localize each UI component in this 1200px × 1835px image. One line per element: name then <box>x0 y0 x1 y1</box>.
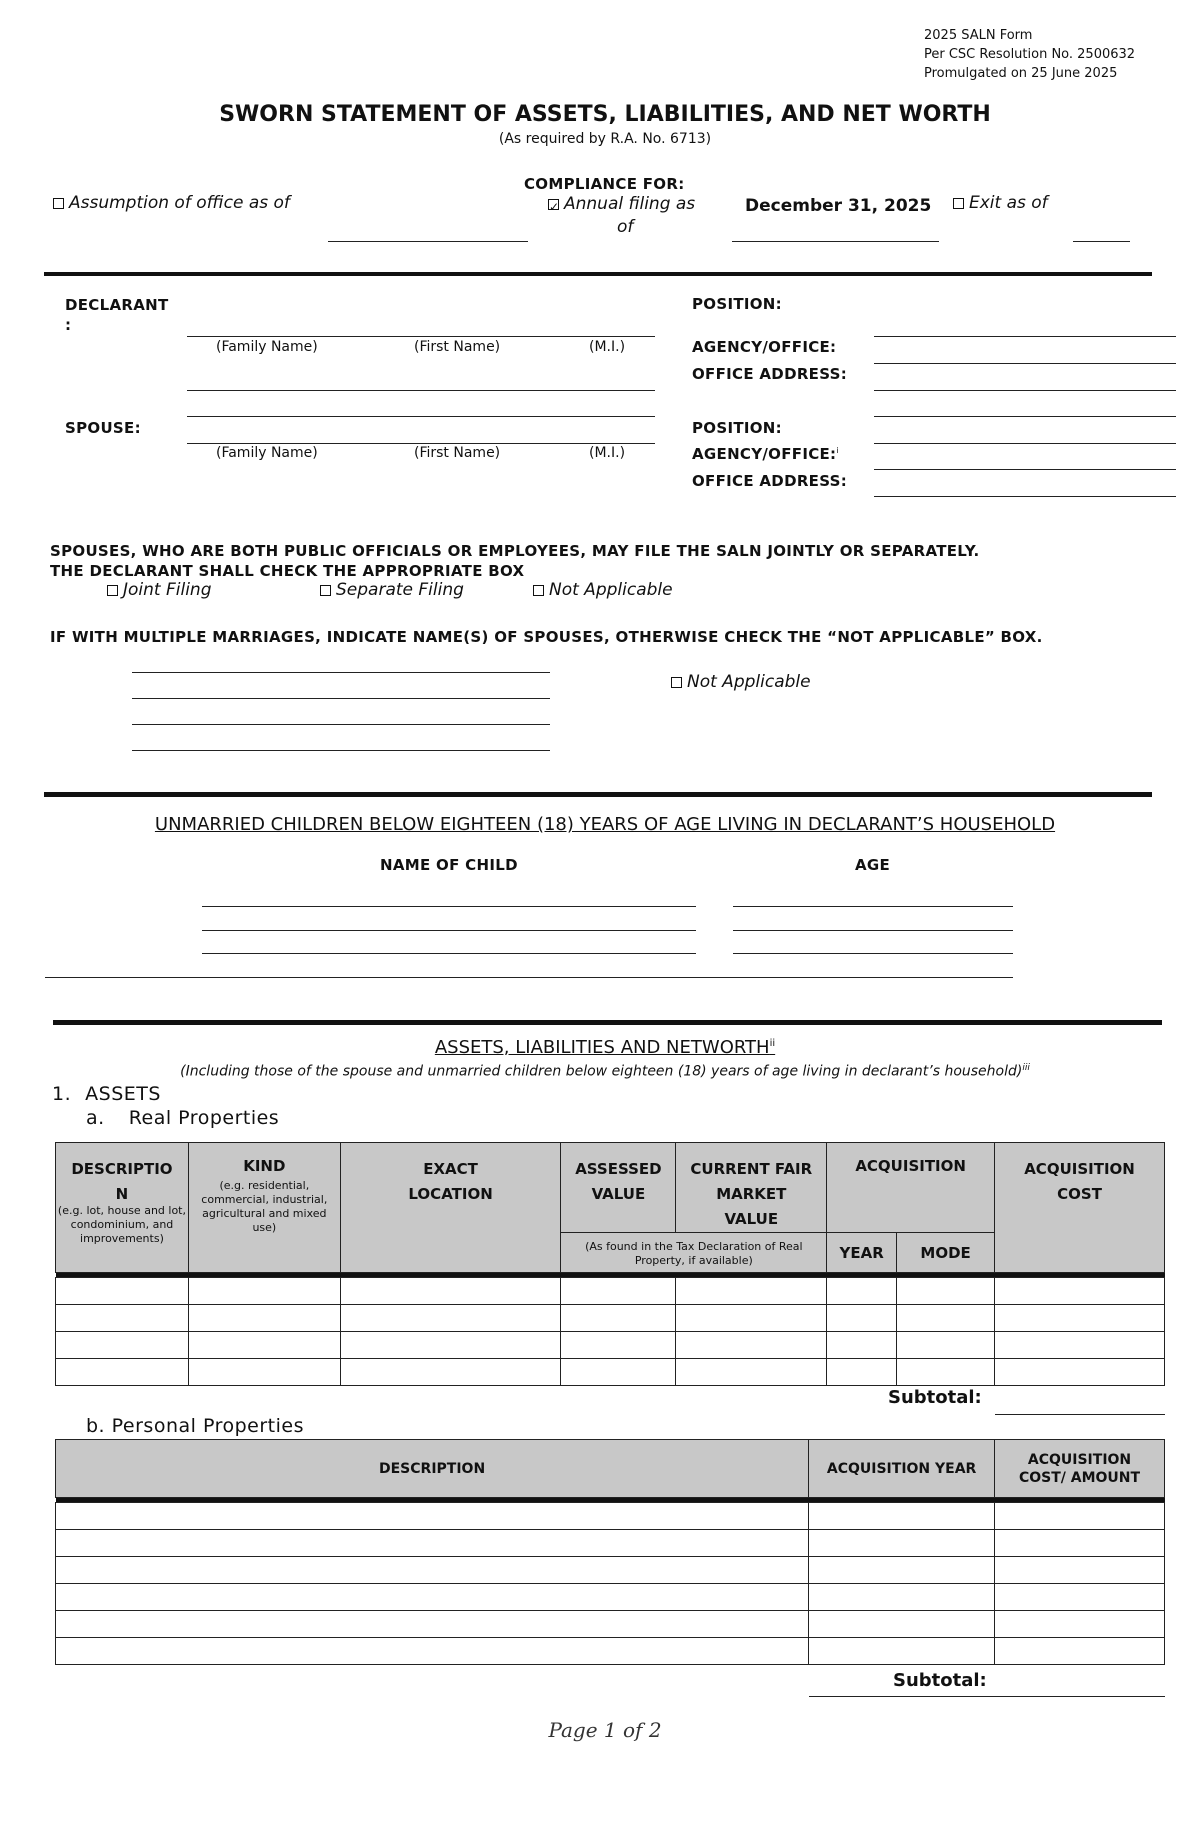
multiple-not-applicable-label: Not Applicable <box>687 672 811 692</box>
children-section-title: UNMARRIED CHILDREN BELOW EIGHTEEN (18) YEARS OF AGE LIVING IN DECLARANT’S HOUSEHOLD <box>154 814 1056 835</box>
personal-cost-1: ACQUISITION <box>1027 1451 1132 1468</box>
assets-heading-text: ASSETS <box>85 1083 161 1105</box>
personal-properties-heading: b. Personal Properties <box>86 1415 304 1437</box>
location-header-2: LOCATION <box>408 1185 493 1203</box>
child-name-line[interactable] <box>202 906 696 907</box>
declarant-position-label: POSITION: <box>692 295 782 313</box>
description-note: (e.g. lot, house and lot, condominium, and improvements) <box>57 1204 186 1245</box>
spouse-address-line[interactable] <box>874 496 1176 497</box>
form-meta-line1: 2025 SALN Form <box>924 28 1033 43</box>
year-header <box>827 1233 897 1273</box>
spouse-label: SPOUSE: <box>65 419 141 437</box>
real-properties-text: Real Properties <box>128 1107 280 1129</box>
joint-filing-label: Joint Filing <box>123 580 212 600</box>
personal-year-text: ACQUISITION YEAR <box>826 1460 977 1477</box>
multiple-marriages-instruction: IF WITH MULTIPLE MARRIAGES, INDICATE NAME(S) OF SPOUSES, OTHERWISE CHECK THE “NOT APPLICABLE” BOX. <box>50 628 1043 646</box>
fair-header-3: VALUE <box>724 1210 779 1228</box>
spouse-agency-label <box>692 445 839 463</box>
table-row[interactable] <box>56 1557 1165 1584</box>
declarant-label-1: DECLARANT <box>65 296 169 314</box>
checkbox-icon <box>953 198 964 209</box>
spouse-first-name-caption: (First Name) <box>414 445 501 461</box>
description-header <box>56 1143 189 1273</box>
table-row[interactable] <box>56 1305 1165 1332</box>
assumption-checkbox[interactable] <box>53 193 290 213</box>
year-header-text: YEAR <box>839 1243 884 1262</box>
description-header-1: DESCRIPTIO <box>71 1160 173 1178</box>
table-row[interactable] <box>56 1503 1165 1530</box>
joint-line1: SPOUSES, WHO ARE BOTH PUBLIC OFFICIALS OR EMPLOYEES, MAY FILE THE SALN JOINTLY OR SEPARATELY. <box>50 542 980 560</box>
personal-year-header <box>809 1440 995 1498</box>
spouse-name-entry-line[interactable] <box>132 672 550 673</box>
joint-line2: THE DECLARANT SHALL CHECK THE APPROPRIATE BOX <box>50 562 525 580</box>
page-title: SWORN STATEMENT OF ASSETS, LIABILITIES, AND NET WORTH <box>219 102 991 127</box>
declarant-first-name-caption: (First Name) <box>414 339 501 355</box>
assumption-date-line <box>328 241 528 242</box>
joint-filing-checkbox[interactable] <box>107 580 212 600</box>
assets-subtitle-text: (Including those of the spouse and unmarried children below eighteen (18) years of age living in declarant’s household) <box>180 1063 1023 1080</box>
form-meta <box>924 26 1135 83</box>
declarant-extra-line <box>187 416 655 417</box>
declarant-label-2: : <box>65 316 72 334</box>
assets-number: 1. <box>52 1083 72 1105</box>
real-properties-heading <box>86 1107 279 1129</box>
table-row[interactable] <box>56 1584 1165 1611</box>
cost-header-2: COST <box>1057 1185 1102 1203</box>
personal-cost-2: COST/ AMOUNT <box>1018 1469 1141 1486</box>
declarant-agency-label: AGENCY/OFFICE: <box>692 338 837 356</box>
table-row[interactable] <box>56 1332 1165 1359</box>
assumption-label: Assumption of office as of <box>69 193 290 213</box>
fair-market-value-header <box>676 1143 827 1233</box>
assessed-header-2: VALUE <box>591 1185 646 1203</box>
form-meta-line2: Per CSC Resolution No. 2500632 <box>924 47 1136 62</box>
assets-title-text: ASSETS, LIABILITIES AND NETWORTH <box>434 1037 770 1058</box>
acquisition-cost-header <box>995 1143 1165 1273</box>
joint-not-applicable-checkbox[interactable] <box>533 580 673 600</box>
personal-properties-table <box>55 1439 1165 1665</box>
declarant-agency-line[interactable] <box>874 363 1176 364</box>
real-properties-letter: a. <box>86 1107 105 1129</box>
real-subtotal-line[interactable] <box>995 1414 1165 1415</box>
kind-header-text: KIND <box>243 1157 286 1175</box>
child-name-line[interactable] <box>202 953 696 954</box>
annual-label-2: of <box>617 217 634 237</box>
annual-label-1: Annual filing as <box>564 194 696 214</box>
location-header <box>340 1143 561 1273</box>
spouse-mi-caption: (M.I.) <box>589 445 626 461</box>
value-note-header <box>561 1233 827 1273</box>
declarant-label <box>65 295 169 335</box>
declarant-address-line[interactable] <box>874 416 1176 417</box>
declarant-family-name-caption: (Family Name) <box>216 339 318 355</box>
annual-date[interactable]: December 31, 2025 <box>745 196 932 216</box>
page-number: Page 1 of 2 <box>548 1718 662 1742</box>
assessed-value-header <box>561 1143 676 1233</box>
spouse-position-label: POSITION: <box>692 419 782 437</box>
assessed-header-1: ASSESSED <box>575 1160 662 1178</box>
table-row[interactable] <box>56 1530 1165 1557</box>
spouse-position-line[interactable] <box>874 443 1176 444</box>
acquisition-header <box>827 1143 995 1233</box>
spouse-agency-text: AGENCY/OFFICE: <box>692 445 837 463</box>
declarant-address-label: OFFICE ADDRESS: <box>692 365 848 383</box>
separate-filing-label: Separate Filing <box>336 580 464 600</box>
divider <box>44 792 1152 797</box>
checkbox-icon <box>107 585 118 596</box>
acquisition-header-text: ACQUISITION <box>855 1157 966 1175</box>
footnote-marker: iii <box>1022 1063 1030 1073</box>
exit-label: Exit as of <box>969 193 1048 213</box>
personal-subtotal-line[interactable] <box>809 1696 1165 1697</box>
real-properties-table <box>55 1142 1165 1386</box>
spouse-name-entry-line[interactable] <box>132 724 550 725</box>
assets-heading <box>52 1083 161 1105</box>
annual-checkbox[interactable] <box>548 193 718 239</box>
spouse-family-name-caption: (Family Name) <box>216 445 318 461</box>
spouse-name-entry-line[interactable] <box>132 698 550 699</box>
fair-header-2: MARKET <box>716 1185 787 1203</box>
real-subtotal-label: Subtotal: <box>888 1387 982 1408</box>
spouse-name-entry-line[interactable] <box>132 750 550 751</box>
personal-description-header <box>56 1440 809 1498</box>
spouse-agency-line[interactable] <box>874 469 1176 470</box>
compliance-heading: COMPLIANCE FOR: <box>524 175 685 193</box>
footnote-marker: i <box>836 446 839 455</box>
checkbox-icon <box>533 585 544 596</box>
declarant-name-line <box>187 336 655 337</box>
declarant-mi-caption: (M.I.) <box>589 339 626 355</box>
checkbox-icon <box>320 585 331 596</box>
child-age-line[interactable] <box>733 906 1013 907</box>
kind-note: (e.g. residential, commercial, industrial, agricultural and mixed use) <box>201 1179 328 1234</box>
exit-checkbox[interactable] <box>953 193 1048 213</box>
kind-header <box>188 1143 340 1273</box>
spouse-address-label: OFFICE ADDRESS: <box>692 472 848 490</box>
divider <box>44 272 1152 276</box>
footnote-marker: ii <box>769 1038 776 1049</box>
child-age-line[interactable] <box>733 953 1013 954</box>
joint-filing-instructions <box>50 541 980 581</box>
children-bottom-line <box>45 977 1013 978</box>
page-subtitle: (As required by R.A. No. 6713) <box>498 131 712 147</box>
checkbox-icon <box>53 198 64 209</box>
separate-filing-checkbox[interactable] <box>320 580 464 600</box>
description-header-2: N <box>115 1185 129 1203</box>
fair-header-1: CURRENT FAIR <box>690 1160 813 1178</box>
declarant-extra-line <box>187 390 655 391</box>
divider <box>53 1020 1162 1025</box>
value-note: (As found in the Tax Declaration of Real Property, if available) <box>585 1239 803 1267</box>
mode-header-text: MODE <box>920 1243 971 1262</box>
exit-date-line <box>1073 241 1130 242</box>
table-row[interactable] <box>56 1611 1165 1638</box>
personal-desc-text: DESCRIPTION <box>379 1460 486 1477</box>
joint-not-applicable-label: Not Applicable <box>549 580 673 600</box>
child-age-line[interactable] <box>733 930 1013 931</box>
declarant-address-line[interactable] <box>874 390 1176 391</box>
location-header-1: EXACT <box>423 1160 478 1178</box>
table-row[interactable] <box>56 1278 1165 1305</box>
declarant-position-line[interactable] <box>874 336 1176 337</box>
checked-checkbox-icon <box>548 199 559 210</box>
table-row[interactable] <box>56 1359 1165 1386</box>
child-name-line[interactable] <box>202 930 696 931</box>
personal-subtotal-label: Subtotal: <box>893 1670 987 1691</box>
table-row[interactable] <box>56 1638 1165 1665</box>
spouse-name-line[interactable] <box>187 443 655 444</box>
annual-date-line <box>732 241 939 242</box>
checkbox-icon <box>671 677 682 688</box>
personal-cost-header <box>995 1440 1165 1498</box>
child-age-header: AGE <box>855 856 891 874</box>
multiple-not-applicable-checkbox[interactable] <box>671 672 811 692</box>
assets-section-subtitle <box>0 1063 1200 1080</box>
child-name-header: NAME OF CHILD <box>380 856 518 874</box>
assets-section-title <box>0 1037 1200 1058</box>
mode-header <box>897 1233 995 1273</box>
cost-header-1: ACQUISITION <box>1024 1160 1135 1178</box>
form-meta-line3: Promulgated on 25 June 2025 <box>924 66 1118 81</box>
